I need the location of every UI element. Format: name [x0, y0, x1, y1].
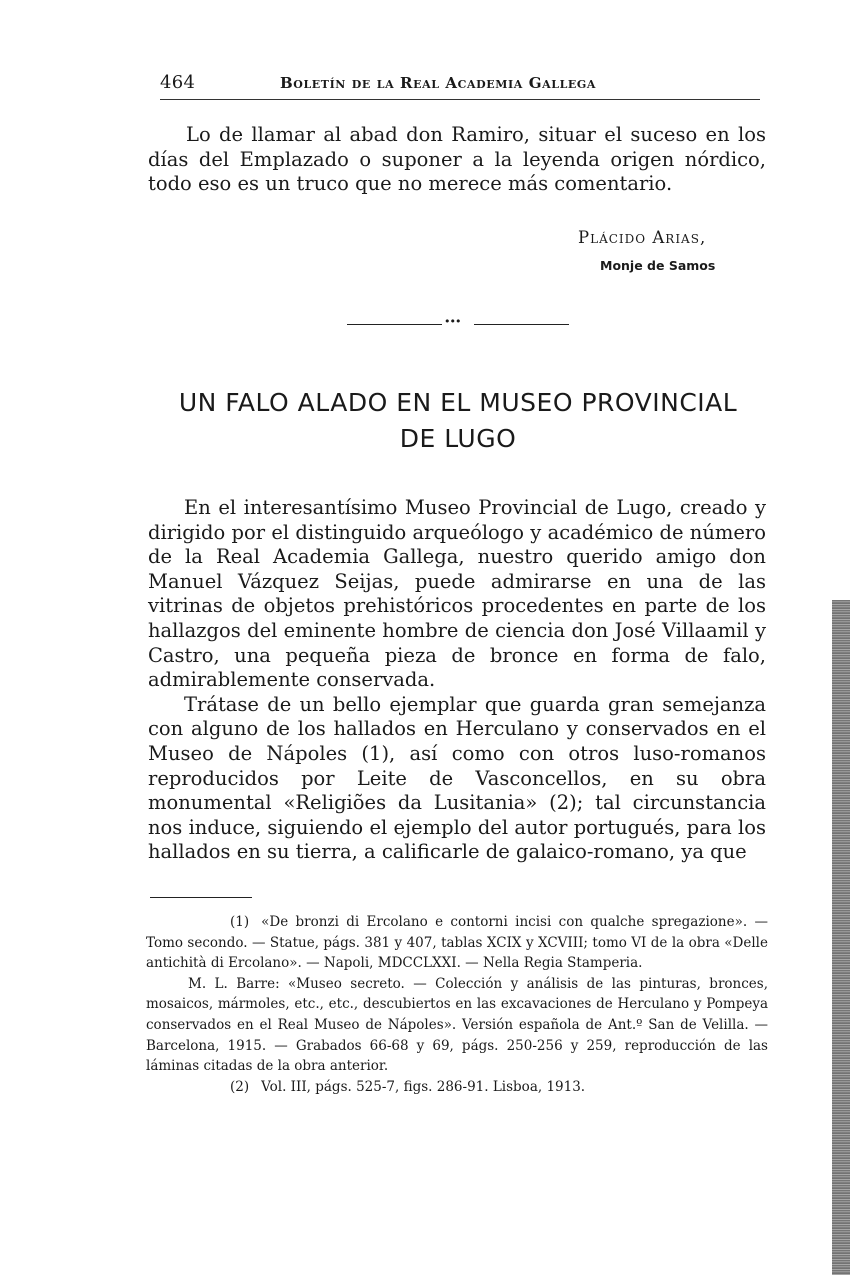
journal-title: Boletín de la Real Academia Gallega [280, 74, 597, 92]
footnote-text: «De bronzi di Ercolano e contorni incisi con qualche spregazione». — Tomo secondo. — Statue, págs. 381 y 407, tablas XCIX y XCVIII; tomo VI de la obra «Delle antichità di Ercolano». — Napoli, MDCCLXXI. — Nella Regia Stamperia. [146, 914, 768, 972]
divider-line-right [474, 324, 569, 325]
article-paragraph-2: Trátase de un bello ejemplar que guarda gran semejanza con alguno de los hallados en Herculano y conservados en el Museo de Nápoles (1), así como con otros luso-romanos reproducidos por Leite de Vasconcellos, en su obra monumental «Religiões da Lusitania» (2); tal circunstancia nos induce, siguiendo el ejemplo del autor portugués, para los hallados en su tierra, a calificarle de galaico-romano, ya que [148, 692, 766, 864]
header-rule [160, 99, 760, 100]
page-number: 464 [160, 72, 196, 93]
divider-ornament: ••• [444, 315, 461, 328]
divider-line-left [347, 324, 442, 325]
footnote-marker: (2) [230, 1078, 250, 1095]
article-paragraph-1: En el interesantísimo Museo Provincial de Lugo, creado y dirigido por el distinguido arqueólogo y académico de número de la Real Academia Gallega, nuestro querido amigo don Manuel Vázquez Seijas, puede admirarse en una de las vitrinas de objetos prehistóricos procedentes en parte de los hallazgos del eminente hombre de ciencia don José Villaamil y Castro, una pequeña pieza de bronce en forma de falo, admirablemente conservada. [148, 496, 766, 692]
article-title-line-1: UN FALO ALADO EN EL MUSEO PROVINCIAL [178, 388, 738, 417]
scan-edge-artifact [832, 600, 850, 1275]
footnote [146, 1077, 768, 1098]
footnotes [146, 912, 768, 1097]
closing-paragraph: Lo de llamar al abad don Ramiro, situar el suceso en los días del Emplazado o suponer a la leyenda origen nórdico, todo eso es un truco que no merece más comentario. [148, 123, 766, 196]
article-title-line-2: DE LUGO [399, 424, 517, 453]
author-role: Monje de Samos [600, 258, 716, 273]
article-title [148, 385, 768, 457]
footnote-marker: (1) [230, 914, 250, 930]
footnote [146, 912, 768, 974]
section-divider [347, 315, 569, 329]
footnote-text: Vol. III, págs. 525-7, figs. 286-91. Lisboa, 1913. [261, 1078, 586, 1095]
footnote-text: M. L. Barre: «Museo secreto. — Colección y análisis de las pinturas, bronces, mosaicos, mármoles, etc., etc., descubiertos en las excavaciones de Herculano y Pompeya conservados en el Real Museo de Nápoles». Versión española de Ant.º San de Velilla. — Barcelona, 1915. — Grabados 66-68 y 69, págs. 250-256 y 259, reproducción de las láminas citadas de la obra anterior. [146, 975, 768, 1075]
author-signature: Plácido Arias, [578, 228, 707, 247]
footnote-rule [150, 897, 252, 898]
previous-article-ending [148, 123, 766, 197]
article-body [148, 496, 766, 865]
running-header [160, 72, 760, 93]
footnote [146, 974, 768, 1077]
